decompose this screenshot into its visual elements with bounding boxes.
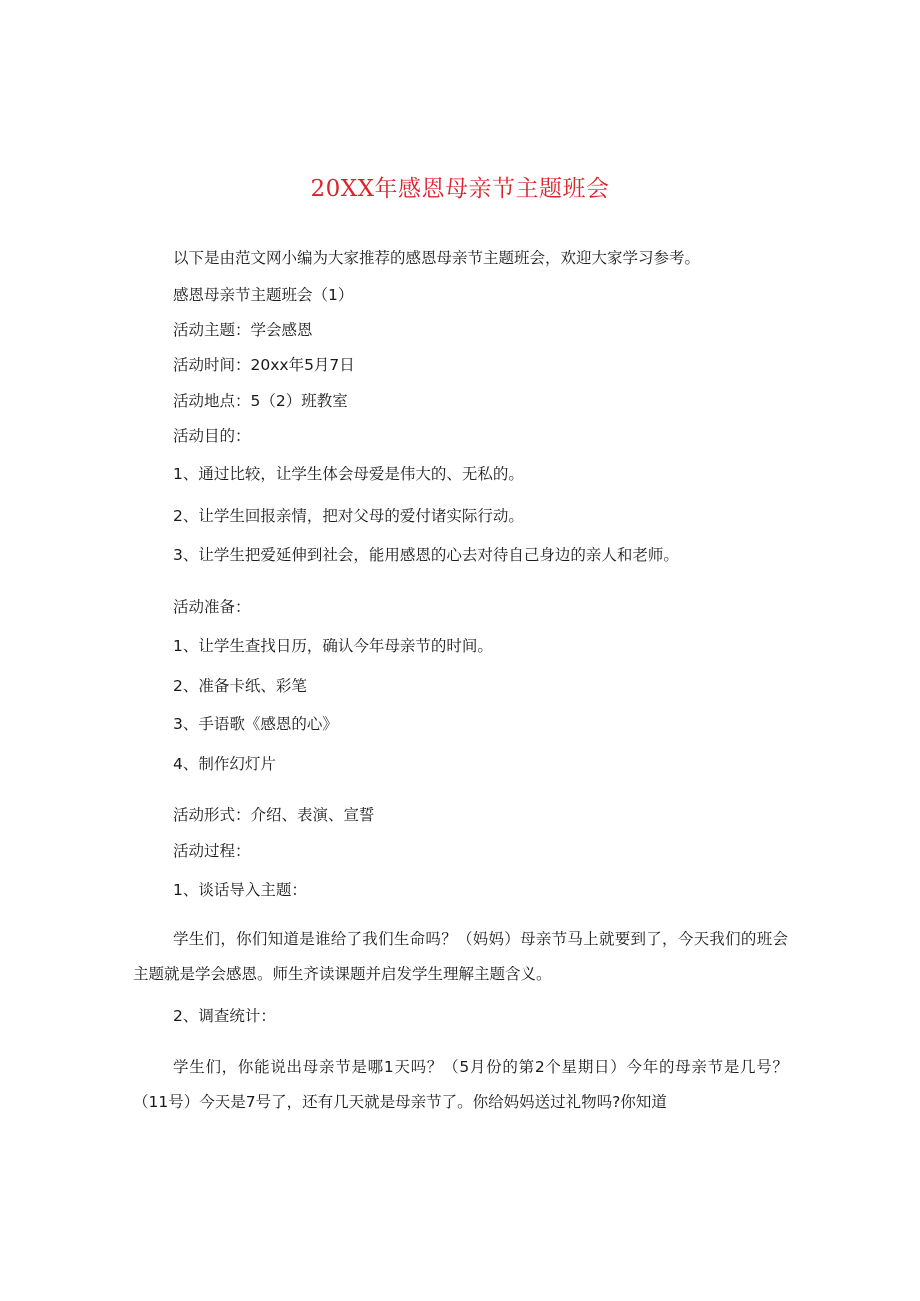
step2-paragraph: 学生们，你能说出母亲节是哪1天吗？（5月份的第2个星期日）今年的母亲节是几号？（11号）今天是7号了，还有几天就是母亲节了。你给妈妈送过礼物吗?你知道	[133, 1058, 788, 1111]
activity-time: 活动时间：20xx年5月7日	[173, 356, 355, 374]
section-heading: 感恩母亲节主题班会（1）	[173, 286, 354, 304]
step1-heading: 1、谈话导入主题：	[173, 881, 307, 899]
page-title: 20XX年感恩母亲节主题班会	[310, 176, 610, 202]
prep-item: 4、制作幻灯片	[173, 755, 276, 773]
prep-item: 1、让学生查找日历，确认今年母亲节的时间。	[173, 637, 493, 655]
step2-heading: 2、调查统计：	[173, 1007, 276, 1025]
intro-text: 以下是由范文网小编为大家推荐的感恩母亲节主题班会，欢迎大家学习参考。	[173, 249, 701, 267]
prep-item: 3、手语歌《感恩的心》	[173, 715, 338, 733]
step1-paragraph: 学生们，你们知道是谁给了我们生命吗？（妈妈）母亲节马上就要到了，今天我们的班会主题就是学会感恩。师生齐读课题并启发学生理解主题含义。	[133, 930, 788, 983]
purpose-item: 1、通过比较，让学生体会母爱是伟大的、无私的。	[173, 465, 524, 483]
process-heading: 活动过程：	[173, 842, 251, 860]
prep-heading: 活动准备：	[173, 598, 251, 616]
purpose-item: 2、让学生回报亲情，把对父母的爱付诸实际行动。	[173, 507, 524, 525]
activity-location: 活动地点：5（2）班教室	[173, 392, 348, 410]
purpose-item: 3、让学生把爱延伸到社会，能用感恩的心去对待自己身边的亲人和老师。	[173, 546, 679, 564]
activity-theme: 活动主题：学会感恩	[173, 321, 313, 339]
prep-item: 2、准备卡纸、彩笔	[173, 677, 307, 695]
purpose-heading: 活动目的：	[173, 427, 251, 445]
activity-form: 活动形式：介绍、表演、宣誓	[173, 806, 375, 824]
